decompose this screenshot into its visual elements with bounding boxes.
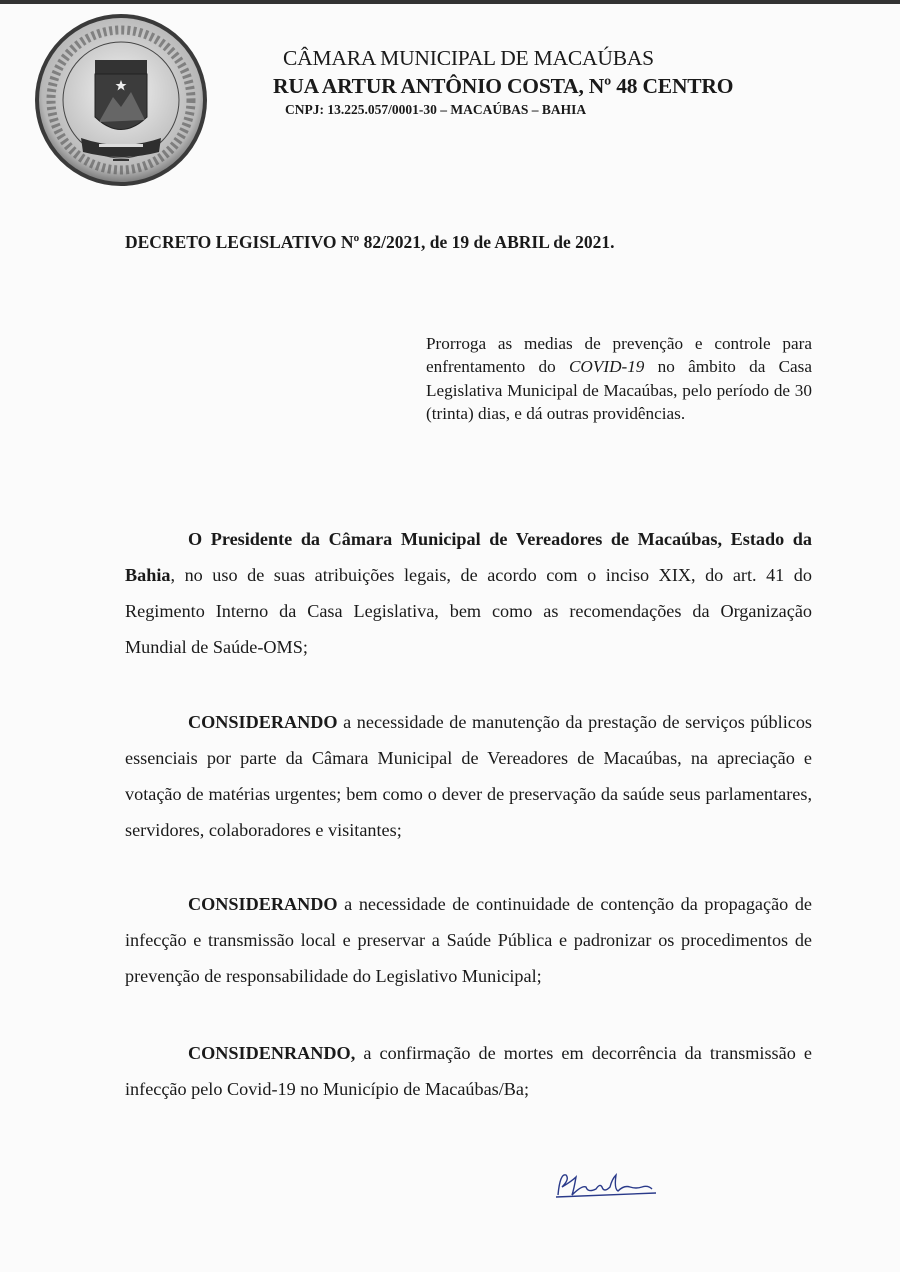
paragraph-text: , no uso de suas atribuições legais, de acordo com o inciso XIX, do art. 41 do Regimento Interno da Casa Legislativa, bem como as recomendações da Organização Mundial de Saúde-OMS;	[125, 565, 812, 657]
scan-edge	[0, 0, 900, 4]
handwritten-signature-icon	[552, 1165, 662, 1205]
paragraph-text: a necessidade de continuidade de contenção da propagação de infecção e transmissão local e preservar a Saúde Pública e padronizar os procedimentos de prevenção de responsabilidade do Legislativo Municipal;	[125, 894, 812, 986]
summary-text: Prorroga as medias de prevenção e controle para enfrentamento do	[426, 334, 812, 377]
paragraph-considerando-2	[125, 886, 812, 994]
paragraph-preamble	[125, 521, 812, 665]
paragraph-considerando-3	[125, 1035, 812, 1107]
paragraph-text: a confirmação de mortes em decorrência da transmissão e infecção pelo Covid-19 no Município de Macaúbas/Ba;	[125, 1043, 812, 1099]
paragraph-considerando-1	[125, 704, 812, 848]
paragraph-lead: CONSIDENRANDO,	[188, 1043, 356, 1063]
summary-text-end: no âmbito da Casa Legislativa Municipal de Macaúbas, pelo período de 30 (trinta) dias, e dá outras providências.	[426, 357, 812, 423]
paragraph-lead: CONSIDERANDO	[188, 712, 338, 732]
institution-name: CÂMARA MUNICIPAL DE MACAÚBAS	[283, 46, 654, 70]
decree-summary	[426, 332, 812, 425]
summary-italic: COVID-19	[568, 357, 645, 377]
decree-title: DECRETO LEGISLATIVO Nº 82/2021, de 19 de ABRIL de 2021.	[125, 232, 615, 252]
municipal-seal-logo	[33, 12, 209, 188]
paragraph-text: a necessidade de manutenção da prestação de serviços públicos essenciais por parte da Câmara Municipal de Vereadores de Macaúbas, na apreciação e votação de matérias urgentes; bem como o dever de preservação da saúde seus parlamentares, servidores, colaboradores e visitantes;	[125, 712, 812, 840]
institution-address: RUA ARTUR ANTÔNIO COSTA, Nº 48 CENTRO	[273, 74, 734, 98]
paragraph-lead: O Presidente da Câmara Municipal de Vereadores de Macaúbas, Estado da Bahia	[125, 529, 812, 585]
institution-cnpj: CNPJ: 13.225.057/0001-30 – MACAÚBAS – BAHIA	[285, 102, 587, 117]
letterhead	[250, 46, 770, 126]
paragraph-lead: CONSIDERANDO	[188, 894, 338, 914]
